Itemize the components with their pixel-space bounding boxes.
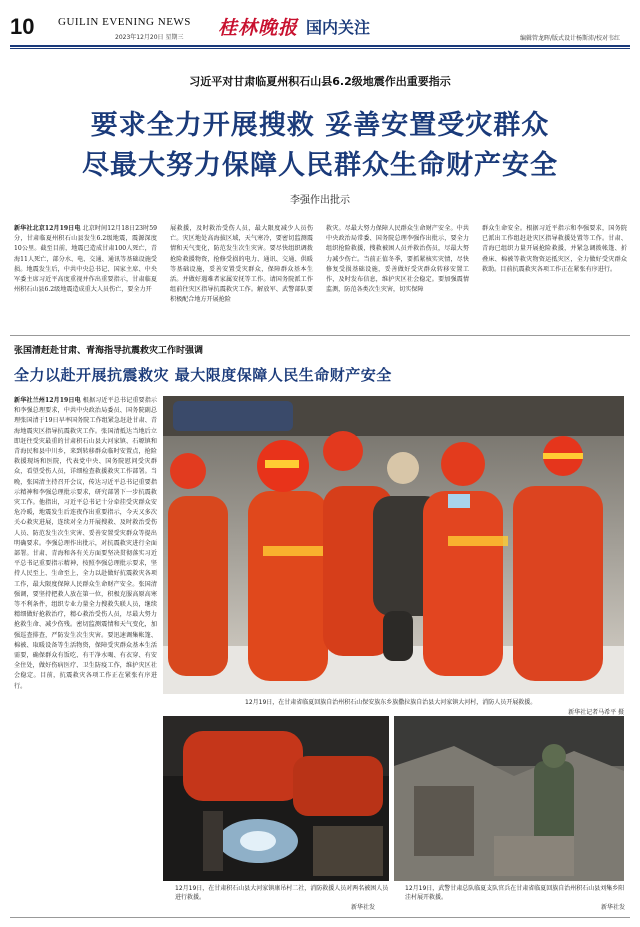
story-divider [10, 335, 630, 336]
photo-credit-2: 新华社发 [350, 904, 375, 911]
header-rule [10, 45, 630, 47]
header-rule-thin [10, 48, 630, 49]
paper-name: GUILIN EVENING NEWS [58, 16, 191, 28]
lead-column-4: 群众生命安全。根据习近平指示和李强要求，国务院已派出工作组赶赴灾区指导救援处置等工作。甘肃、青海已组织力量开展抢险救援，并紧急调拨帐篷、折叠床、棉被等救灾物资运抵灾区，全力做好受灾群众救助。目前抗震救灾各项工作正在紧张有序进行。 [482, 225, 627, 273]
rescue-photo-night-2 [394, 716, 624, 881]
lead-column-3: 救灾。尽最大努力保障人民群众生命财产安全。中共中央政治局常委、国务院总理李强作出批示，要全力组织抢险救援，搜救被困人员并救治伤员，尽最大努力减少伤亡。当前正值冬季，要抓紧核实灾情，尽快修复受损基础设施，妥善做好受灾群众转移安置工作，及时发布信息，维护灾区社会稳定。要加强震情监测，防范各类次生灾害，切实保障 [326, 225, 469, 294]
rescue-photo-night-2-image [394, 716, 624, 881]
second-headline: 全力以赴开展抗震救灾 最大限度保障人民生命财产安全 [14, 366, 392, 384]
photo-caption-2: 12月19日，在甘肃积石山县大河家镇康吊村二社，消防救援人员对两名被困人员进行救援。 [175, 885, 389, 901]
lead-subhead: 李强作出批示 [290, 195, 350, 206]
lead-dateline: 新华社北京12月19日电 [14, 225, 81, 232]
lead-headline-line-1: 要求全力开展搜救 妥善安置受灾群众 [90, 110, 550, 141]
second-kicker: 张国清赶赴甘肃、青海指导抗震救灾工作时强调 [14, 346, 204, 356]
photo-credit-3: 新华社发 [600, 904, 625, 911]
lead-kicker: 习近平对甘肃临夏州积石山县6.2级地震作出重要指示 [189, 75, 451, 88]
second-story-text: 根据习近平总书记重要指示和李强总理要求，中共中央政治局委员、国务院副总理张国清于19日早率国务院工作组紧急赶赴甘肃、青海地震灾区指导抗震救灾工作。张国清抵达当地后立即赶往受灾最重的甘肃积石山县大河家镇、石塬镇和青海民和县中川乡，来到转移群众临时安置点，抢险救援现场和医院，代表党中央、国务院慰问受灾群众，看望受伤人员，详细检查救援救灾工作部署。当晚，张国清主持召开会议，传达习近平总书记重要指示精神和李强总理批示要求，研究部署下一步抗震救灾工作。他指出，习近平总书记十分牵挂受灾群众安危冷暖，地震发生后连夜作出重要指示，今天又多次关心救灾进展，连续对全力开展搜救、及时救治受伤人员、防范发生次生灾害、妥善安置受灾群众等提出明确要求。李强总理作出批示，对抗震救灾进行全面部署。甘肃、青海和各有关方面要坚决贯彻落实习近平总书记重要指示精神，按照李强总理批示要求，坚持人民至上、生命至上，全力以赴做好抗震救灾各项工作，最大限度保障人民群众生命财产安全。张国清强调，要坚持把救人放在第一位，积极克服高原高寒等不利条件，组织专业力量全力搜救失联人员，继续精细做好抢救治疗，精心救治受伤人员，尽最大努力抢救生命、减少伤残。密切监测震情和天气变化，加强巡查排查，严防发生次生灾害。要迅速调集帐篷、棉被、取暖设备等生活物资，保障受灾群众基本生活需要，确保群众有饭吃、有干净水喝、有衣穿、有安全住处，做好伤病医疗、卫生防疫工作，维护灾区社会稳定。目前，抗震救灾各项工作正在紧张有序进行。 [14, 397, 157, 690]
lead-headline-line-2: 尽最大努力保障人民群众生命财产安全 [82, 150, 558, 181]
photo-caption-3: 12月19日，武警甘肃总队临夏支队官兵在甘肃省临夏回族自治州积石山县刘集乡阳洼村展开救援。 [405, 885, 625, 901]
lead-column-1-text: 北京时间12月18日23时59分，甘肃临夏州积石山县发生6.2级地震，震源深度10公里。截至目前，地震已造成甘肃100人死亡，青海11人死亡，部分水、电、交通、通讯等基础设施受损。地震发生后，中共中央总书记、国家主席、中央军委主席习近平高度重视并作出重要指示，甘肃临夏州积石山县6.2级地震造成重大人员伤亡，要全力开 [14, 225, 157, 294]
rescue-photo-night-1-image [163, 716, 389, 881]
editor-credits: 编辑管龙晖/版式设计杨斯沛/校对韦红 [520, 35, 621, 42]
photo-caption-1: 12月19日，在甘肃省临夏回族自治州积石山保安族东乡族撒拉族自治县大河家镇大河村，消防人员开展救援。 [245, 699, 537, 706]
photo-credit-1: 新华社记者马希平 摄 [568, 709, 624, 716]
issue-date: 2023年12月20日 星期三 [115, 34, 184, 41]
lead-column-2: 展救援，及时救治受伤人员，最大限度减少人员伤亡。灾区地处高海拔区域，天气寒冷，要密切监测震情和天气变化，防范发生次生灾害。要尽快组织调拨抢险救援物资，抢修受损的电力、通讯、交通、供暖等基础设施，妥善安置受灾群众，保障群众基本生活。并做好遇难者家属安抚等工作。请国务院派工作组前往灾区指导抗震救灾工作。解放军、武警部队要积极配合地方开展抢险 [170, 225, 313, 304]
rescue-photo-main [163, 396, 624, 694]
lead-column-1 [14, 224, 157, 329]
rescue-photo-night-1 [163, 716, 389, 881]
second-story-body [14, 396, 157, 910]
second-dateline: 新华社兰州12月19日电 [14, 397, 81, 404]
page-number: 10 [10, 14, 35, 39]
footer-rule [10, 917, 630, 918]
section-title: 国内关注 [306, 18, 371, 37]
rescue-photo-main-image [163, 396, 624, 694]
newspaper-logo: 桂林晚报 [218, 17, 299, 39]
